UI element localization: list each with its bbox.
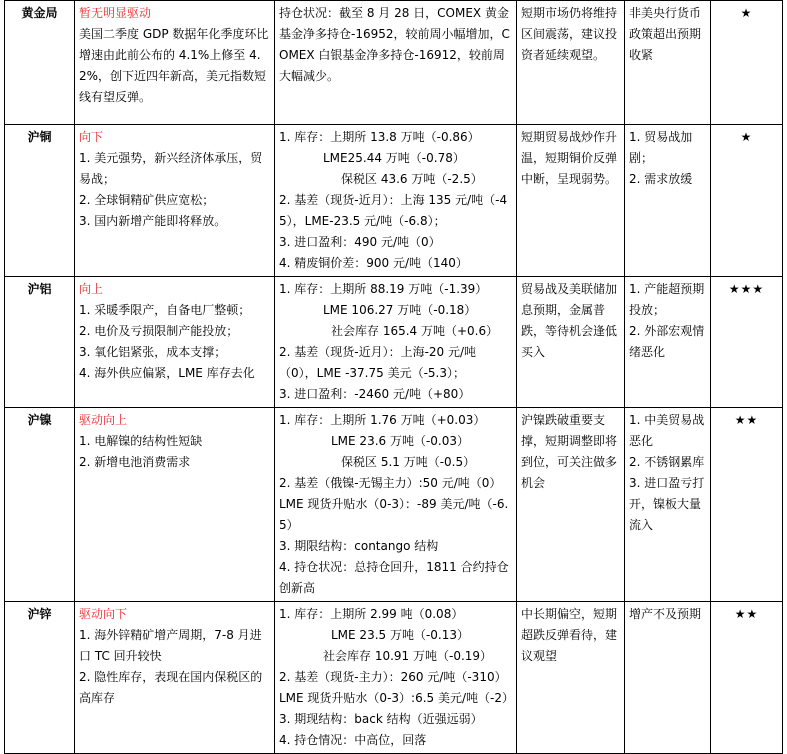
strategy-cell: 短期贸易战炒作升温，短期铜价反弹中断，呈现弱势。 xyxy=(517,125,625,277)
risk-cell xyxy=(625,602,711,754)
rating-stars: ★ xyxy=(711,1,783,125)
report-row-nickel xyxy=(5,408,783,602)
drive-line: 1. 美元强势，新兴经济体承压，贸易战； xyxy=(79,151,263,186)
strategy-cell: 短期市场仍将维持区间震荡，建议投资者延续观望。 xyxy=(517,1,625,125)
metal-name: 黄金局 xyxy=(5,1,75,125)
fundamentals-line: 2. 基差（现货-主力）：260 元/吨（-310） xyxy=(279,670,507,684)
fundamentals-line: 4. 持仓状况：总持仓回升，1811 合约持仓创新高 xyxy=(279,560,509,595)
risk-cell xyxy=(625,125,711,277)
strategy-cell: 贸易战及美联储加息预期，金属普跌，等待机会逢低买入 xyxy=(517,277,625,408)
fundamentals-line: 社会库存 10.91 万吨（-0.19） xyxy=(323,649,493,663)
fundamentals-line: 3. 进口盈利：490 元/吨（0） xyxy=(279,235,441,249)
strategy-cell: 中长期偏空，短期超跌反弹看待，建议观望 xyxy=(517,602,625,754)
risk-line: 1. 贸易战加剧； xyxy=(629,130,693,165)
risk-line: 2. 外部宏观情绪恶化 xyxy=(629,324,705,359)
rating-stars: ★★ xyxy=(711,602,783,754)
fundamentals-cell xyxy=(275,408,517,602)
fundamentals-line: 2. 基差（现货-近月）：上海 135 元/吨（-45），LME-23.5 元/吨（-6.8）； xyxy=(279,193,508,228)
risk-cell xyxy=(625,277,711,408)
report-row-copper xyxy=(5,125,783,277)
fundamentals-line: 4. 精废铜价差：900 元/吨（140） xyxy=(279,256,468,270)
fundamentals-line: 1. 库存：上期所 1.76 万吨（+0.03） xyxy=(279,413,486,427)
fundamentals-line: 4. 持仓情况：中高位，回落 xyxy=(279,733,427,747)
drive-line: 3. 氧化铝紧张，成本支撑； xyxy=(79,345,227,359)
fundamentals-line: 持仓状况：截至 8 月 28 日，COMEX 黄金基金净多持仓-16952，较前周小幅增加，COMEX 白银基金净多持仓-16912，较前周大幅减少。 xyxy=(279,6,510,83)
fundamentals-line: 保税区 5.1 万吨（-0.5） xyxy=(341,455,476,469)
fundamentals-line: 1. 库存：上期所 88.19 万吨（-1.39） xyxy=(279,282,488,296)
metal-name: 沪锌 xyxy=(5,602,75,754)
fundamentals-line: LME 23.5 万吨（-0.13） xyxy=(331,628,470,642)
risk-line: 2. 需求放缓 xyxy=(629,172,693,186)
fundamentals-cell xyxy=(275,1,517,125)
rating-stars: ★★★ xyxy=(711,277,783,408)
risk-line: 1. 产能超预期投放； xyxy=(629,282,705,317)
report-row-zinc xyxy=(5,602,783,754)
drive-cell xyxy=(75,408,275,602)
drive-title: 暂无明显驱动 xyxy=(79,6,152,20)
drive-cell xyxy=(75,1,275,125)
fundamentals-line: 社会库存 165.4 万吨（+0.6） xyxy=(331,324,499,338)
fundamentals-line: LME 现货升贴水（0-3）:6.5 美元/吨（-2） xyxy=(279,691,514,705)
rating-stars: ★ xyxy=(711,125,783,277)
fundamentals-line: 3. 进口盈利：-2460 元/吨（+80） xyxy=(279,387,471,401)
drive-line: 4. 海外供应偏紧，LME 库存去化 xyxy=(79,366,255,380)
fundamentals-line: 2. 基差（俄镍-无锡主力）:50 元/吨（0） xyxy=(279,476,502,490)
risk-line: 非美央行货币政策超出预期收紧 xyxy=(629,6,702,62)
drive-title: 驱动向下 xyxy=(79,607,128,621)
fundamentals-line: 3. 期现结构：back 结构（近强远弱） xyxy=(279,712,483,726)
fundamentals-line: LME 106.27 万吨（-0.18） xyxy=(323,303,477,317)
drive-cell xyxy=(75,125,275,277)
metal-name: 沪镍 xyxy=(5,408,75,602)
risk-cell xyxy=(625,1,711,125)
drive-cell xyxy=(75,277,275,408)
drive-line: 1. 海外锌精矿增产周期，7-8 月进口 TC 回升较快 xyxy=(79,628,262,663)
drive-cell xyxy=(75,602,275,754)
drive-line: 2. 隐性库存，表现在国内保税区的高库存 xyxy=(79,670,263,705)
futures-report-table xyxy=(4,0,783,754)
drive-line: 1. 采暖季限产，自备电厂整顿； xyxy=(79,303,251,317)
report-row-gold xyxy=(5,1,783,125)
fundamentals-line: 1. 库存：上期所 13.8 万吨（-0.86） xyxy=(279,130,480,144)
risk-line: 增产不及预期 xyxy=(629,607,702,621)
strategy-cell: 沪镍跌破重要支撑，短期调整即将到位，可关注做多机会 xyxy=(517,408,625,602)
fundamentals-line: LME25.44 万吨（-0.78） xyxy=(323,151,465,165)
report-row-aluminium xyxy=(5,277,783,408)
drive-line: 2. 新增电池消费需求 xyxy=(79,455,191,469)
rating-stars: ★★ xyxy=(711,408,783,602)
fundamentals-line: 2. 基差（现货-近月）：上海-20 元/吨（0），LME -37.75 美元（-5.3）； xyxy=(279,345,477,380)
drive-line: 2. 全球铜精矿供应宽松； xyxy=(79,193,215,207)
drive-title: 向下 xyxy=(79,130,104,144)
metal-name: 沪铝 xyxy=(5,277,75,408)
drive-line: 3. 国内新增产能即将释放。 xyxy=(79,214,227,228)
drive-line: 2. 电价及亏损限制产能投放； xyxy=(79,324,239,338)
fundamentals-line: LME 23.6 万吨（-0.03） xyxy=(331,434,470,448)
drive-title: 驱动向上 xyxy=(79,413,128,427)
risk-line: 1. 中美贸易战恶化 xyxy=(629,413,705,448)
fundamentals-line: 1. 库存：上期所 2.99 吨（0.08） xyxy=(279,607,464,621)
fundamentals-line: LME 现货升贴水（0-3）：-89 美元/吨（-6.5） xyxy=(279,497,509,532)
fundamentals-line: 保税区 43.6 万吨（-2.5） xyxy=(341,172,483,186)
drive-line: 美国二季度 GDP 数据年化季度环比增速由此前公布的 4.1%上修至 4.2%，创下近四年新高，美元指数短线有望反弹。 xyxy=(79,27,269,104)
risk-line: 2. 不锈钢累库 xyxy=(629,455,705,469)
fundamentals-line: 3. 期限结构：contango 结构 xyxy=(279,539,439,553)
risk-line: 3. 进口盈亏打开，镍板大量流入 xyxy=(629,476,705,532)
metal-name: 沪铜 xyxy=(5,125,75,277)
fundamentals-cell xyxy=(275,125,517,277)
drive-title: 向上 xyxy=(79,282,104,296)
fundamentals-cell xyxy=(275,602,517,754)
fundamentals-cell xyxy=(275,277,517,408)
risk-cell xyxy=(625,408,711,602)
drive-line: 1. 电解镍的结构性短缺 xyxy=(79,434,203,448)
